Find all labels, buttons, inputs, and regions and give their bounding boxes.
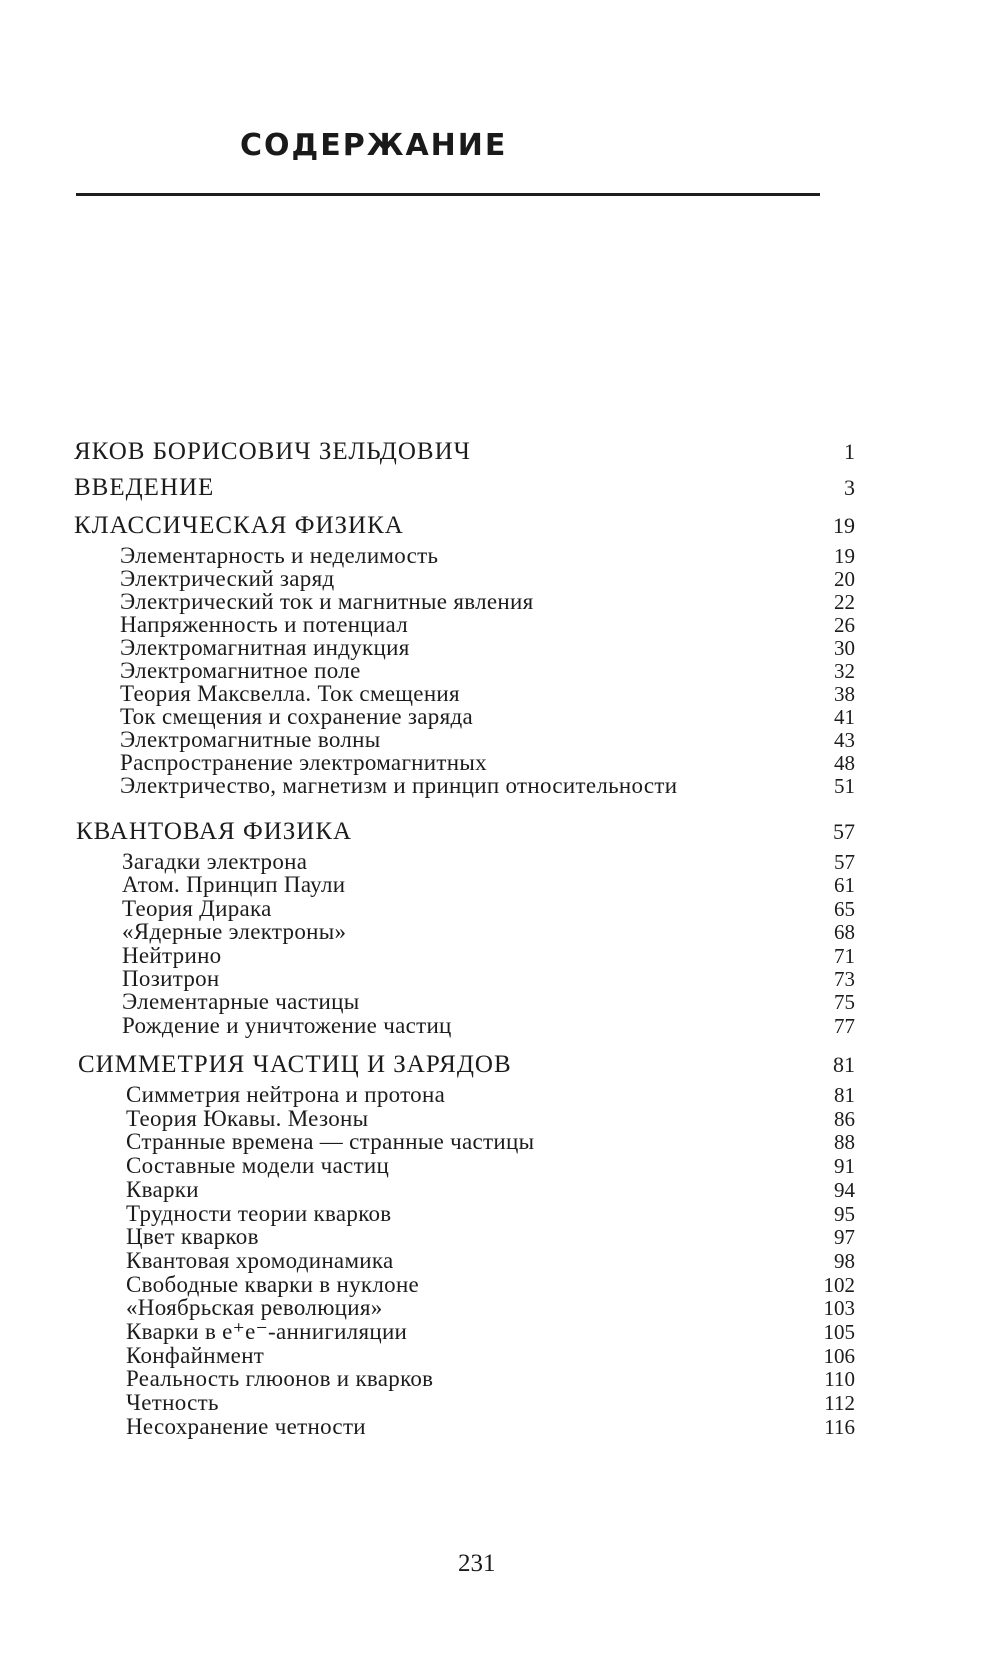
toc-entry-title: Странные времена — странные частицы (126, 1129, 535, 1154)
toc-entry-title: Электромагнитная индукция (120, 635, 410, 660)
toc-entry-page: 26 (834, 613, 855, 637)
toc-entry-page: 19 (834, 544, 855, 568)
toc-section-page: 19 (833, 513, 855, 538)
toc-entry-title: Позитрон (122, 966, 220, 991)
toc-section-page: 81 (833, 1052, 855, 1077)
toc-entry-page: 110 (824, 1367, 855, 1391)
toc-entry-page: 112 (824, 1391, 855, 1415)
toc-entry-page: 106 (823, 1344, 855, 1368)
toc-entry-title: Конфайнмент (126, 1343, 265, 1368)
toc-entry-page: 77 (834, 1014, 855, 1038)
toc-entry-title: Реальность глюонов и кварков (126, 1366, 434, 1391)
toc-entry-title: «Ядерные электроны» (122, 919, 347, 944)
toc-entry-title: Электрический заряд (120, 566, 335, 591)
toc-entry-page: 86 (834, 1107, 855, 1131)
toc-entry-title: Симметрия нейтрона и протона (126, 1082, 446, 1107)
toc-entry-page: 22 (834, 590, 855, 614)
toc-entry-page: 30 (834, 636, 855, 660)
toc-entry-title: Распространение электромагнитных (120, 750, 487, 775)
toc-entry-title: Электромагнитные волны (120, 727, 381, 752)
toc-entry-title: Составные модели частиц (126, 1153, 390, 1178)
toc-entry-title: Электромагнитное поле (120, 658, 361, 683)
toc-entry-page: 98 (834, 1249, 855, 1273)
toc-section-page: 3 (844, 475, 855, 500)
toc-entry-title: Четность (126, 1390, 219, 1415)
toc-entry-title: Квантовая хромодинамика (126, 1248, 394, 1273)
toc-entry-title: Цвет кварков (126, 1224, 259, 1249)
title-divider (76, 193, 820, 196)
toc-entry-title: Теория Максвелла. Ток смещения (120, 681, 460, 706)
toc-entry-title: Элементарные частицы (122, 989, 360, 1014)
toc-entry-page: 91 (834, 1154, 855, 1178)
toc-section-title: ЯКОВ БОРИСОВИЧ ЗЕЛЬДОВИЧ (74, 438, 471, 465)
toc-entry-page: 103 (823, 1296, 855, 1320)
toc-entry-page: 116 (824, 1415, 855, 1439)
toc-entry-page: 105 (823, 1320, 855, 1344)
toc-entry-title: Кварки (126, 1177, 199, 1202)
toc-entry-title: «Ноябрьская революция» (126, 1295, 383, 1320)
toc-entry-title: Кварки в e⁺e⁻-аннигиляции (126, 1319, 408, 1344)
toc-entry-title: Рождение и уничтожение частиц (122, 1013, 452, 1038)
toc-entry-page: 65 (834, 897, 855, 921)
toc-entry-page: 38 (834, 682, 855, 706)
toc-section-title: ВВЕДЕНИЕ (74, 474, 215, 501)
toc-entry-page: 43 (834, 728, 855, 752)
toc-entry-title: Ток смещения и сохранение заряда (120, 704, 473, 729)
toc-entry-title: Нейтрино (122, 943, 222, 968)
toc-entry-page: 20 (834, 567, 855, 591)
toc-entry-page: 32 (834, 659, 855, 683)
page-title: СОДЕРЖАНИЕ (240, 128, 508, 163)
toc-entry-title: Несохранение четности (126, 1414, 366, 1439)
toc-entry-page: 94 (834, 1178, 855, 1202)
page-number: 231 (458, 1550, 496, 1577)
toc-entry-page: 68 (834, 920, 855, 944)
toc-section-page: 1 (844, 439, 855, 464)
toc-entry-page: 88 (834, 1130, 855, 1154)
toc-entry-page: 51 (834, 774, 855, 798)
toc-entry-page: 73 (834, 967, 855, 991)
toc-entry-page: 48 (834, 751, 855, 775)
toc-entry-title: Элементарность и неделимость (120, 543, 439, 568)
toc-entry-title: Электрический ток и магнитные явления (120, 589, 534, 614)
toc-entry-title: Загадки электрона (122, 849, 308, 874)
toc-entry-page: 102 (823, 1273, 855, 1297)
toc-section-title: КЛАССИЧЕСКАЯ ФИЗИКА (74, 512, 404, 539)
toc-section-title: КВАНТОВАЯ ФИЗИКА (76, 818, 353, 845)
toc-section-page: 57 (833, 819, 855, 844)
toc-entry-page: 75 (834, 990, 855, 1014)
toc-entry-page: 97 (834, 1225, 855, 1249)
toc-entry-title: Трудности теории кварков (126, 1201, 392, 1226)
toc-entry-page: 61 (834, 873, 855, 897)
toc-section-title: СИММЕТРИЯ ЧАСТИЦ И ЗАРЯДОВ (78, 1051, 512, 1078)
toc-entry-title: Свободные кварки в нуклоне (126, 1272, 420, 1297)
toc-entry-title: Электричество, магнетизм и принцип относительности (120, 773, 678, 798)
toc-entry-page: 71 (834, 944, 855, 968)
toc-entry-page: 41 (834, 705, 855, 729)
toc-entry-title: Теория Дирака (122, 896, 272, 921)
toc-entry-page: 57 (834, 850, 855, 874)
toc-entry-title: Теория Юкавы. Мезоны (126, 1106, 369, 1131)
toc-entry-page: 81 (834, 1083, 855, 1107)
toc-entry-title: Атом. Принцип Паули (122, 872, 346, 897)
toc-entry-page: 95 (834, 1202, 855, 1226)
toc-entry-title: Напряженность и потенциал (120, 612, 409, 637)
